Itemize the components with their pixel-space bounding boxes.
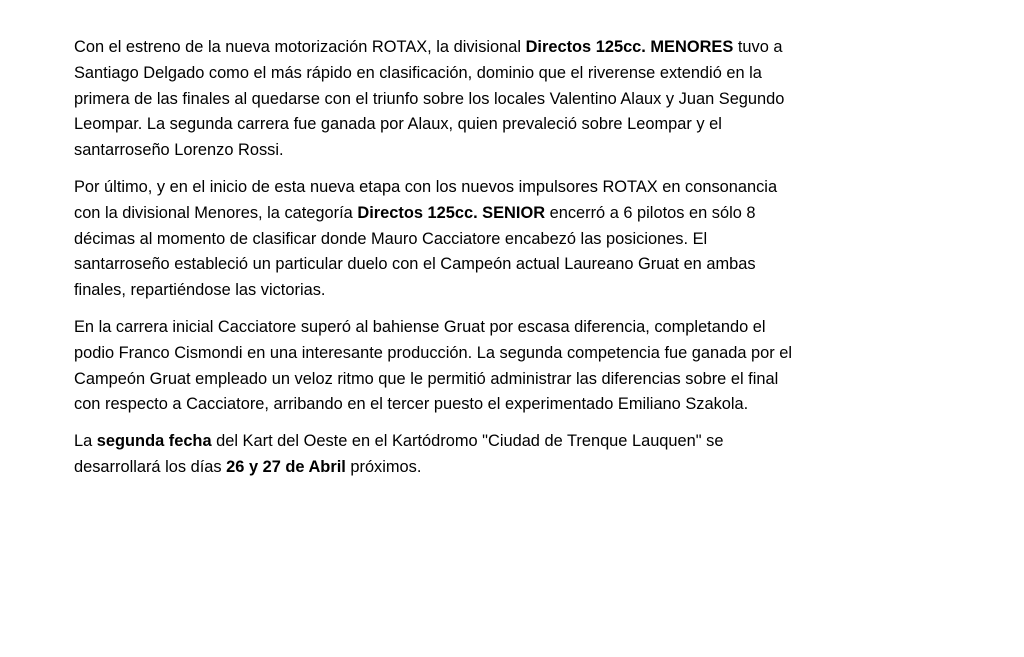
bold-event-dates: 26 y 27 de Abril	[226, 457, 346, 476]
text-segment: del Kart del Oeste en el Kartódromo "Ciudad de Trenque Lauquen" se desarrollará los días	[74, 432, 724, 476]
paragraph-senior	[74, 175, 889, 304]
text-segment: En la carrera inicial Cacciatore superó al bahiense Gruat por escasa diferencia, completando el podio Franco Cismondi en una interesante producción. La segunda competencia fue ganada por el Campeón Gruat empleado un veloz ritmo que le permitió administrar las diferencias sobre el final con respecto a Cacciatore, arribando en el tercer puesto el experimentado Emiliano Szakola.	[74, 317, 793, 414]
text-segment: Por último, y en el inicio de esta nueva etapa con los nuevos impulsores ROTAX en consonancia con la divisional Menores, la categoría	[74, 177, 778, 222]
bold-category-senior: Directos 125cc. SENIOR	[357, 203, 546, 222]
text-segment: Con el estreno de la nueva motorización ROTAX, la divisional	[74, 38, 526, 56]
bold-category-menores: Directos 125cc. MENORES	[525, 38, 734, 56]
text-segment: encerró a 6 pilotos en sólo 8 décimas al momento de clasificar donde Mauro Cacciatore encabezó las posiciones. El santarroseño estableció un particular duelo con el Campeón actual Laureano Gruat en ambas finales, repartiéndose las victorias.	[74, 203, 756, 300]
paragraph-next-date	[74, 429, 889, 481]
bold-next-round: segunda fecha	[96, 432, 212, 451]
text-segment: tuvo a Santiago Delgado como el más rápido en clasificación, dominio que el riverense extendió en la primera de las finales al quedarse con el triunfo sobre los locales Valentino Alaux y Juan Segundo Leompar. La segunda carrera fue ganada por Alaux, quien prevaleció sobre Leompar y el santarroseño Lorenzo Rossi.	[74, 38, 785, 160]
text-segment: La	[74, 432, 97, 451]
paragraph-race-results	[74, 315, 889, 418]
document-body	[74, 35, 889, 492]
text-segment: próximos.	[345, 457, 422, 476]
paragraph-menores	[74, 35, 889, 164]
